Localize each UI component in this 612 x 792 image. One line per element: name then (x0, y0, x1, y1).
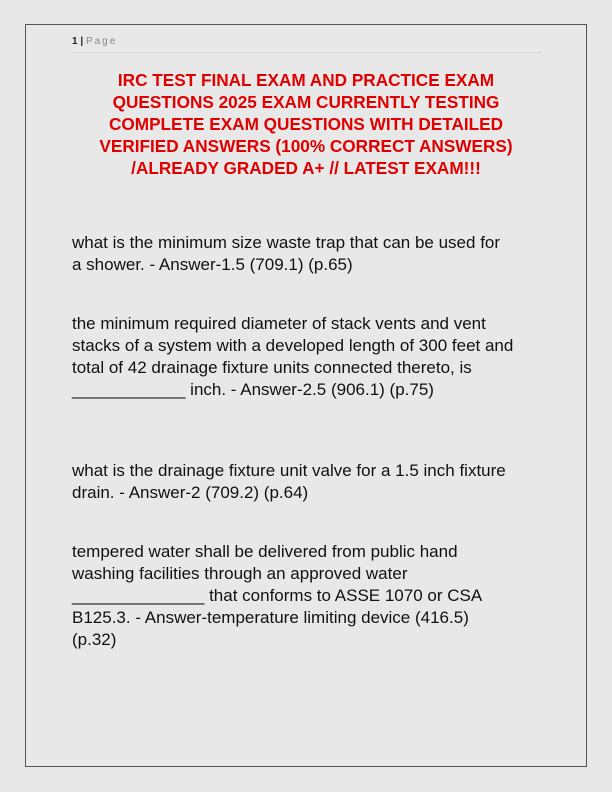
text-line: ____________ inch. - Answer-2.5 (906.1) (p.75) (72, 380, 434, 399)
text-line: total of 42 drainage fixture units connected thereto, is (72, 358, 472, 377)
title-line: /ALREADY GRADED A+ // LATEST EXAM!!! (131, 158, 481, 178)
title-line: QUESTIONS 2025 EXAM CURRENTLY TESTING (112, 92, 500, 112)
header-divider (72, 52, 542, 53)
text-line: B125.3. - Answer-temperature limiting device (416.5) (72, 608, 469, 627)
page-label: Page (85, 36, 118, 47)
text-line: stacks of a system with a developed length of 300 feet and (72, 336, 514, 355)
text-line: washing facilities through an approved water (72, 564, 408, 583)
text-line: tempered water shall be delivered from public hand (72, 542, 458, 561)
question-4 (72, 541, 552, 651)
question-3 (72, 460, 552, 504)
text-line: the minimum required diameter of stack vents and vent (72, 314, 486, 333)
title-line: VERIFIED ANSWERS (100% CORRECT ANSWERS) (99, 136, 513, 156)
text-line: drain. - Answer-2 (709.2) (p.64) (72, 483, 309, 502)
header-separator: | (80, 36, 84, 47)
text-line: (p.32) (72, 630, 117, 649)
title-line: COMPLETE EXAM QUESTIONS WITH DETAILED (108, 114, 504, 134)
document-title (60, 69, 552, 179)
text-line: ______________ that conforms to ASSE 1070 or CSA (72, 586, 483, 605)
question-2 (72, 313, 552, 401)
text-line: what is the drainage fixture unit valve for a 1.5 inch fixture (72, 461, 506, 480)
page-header (72, 36, 117, 47)
question-1 (72, 232, 552, 276)
page-number: 1 (72, 36, 78, 47)
text-line: what is the minimum size waste trap that can be used for (72, 233, 501, 252)
title-line: IRC TEST FINAL EXAM AND PRACTICE EXAM (117, 70, 495, 90)
text-line: a shower. - Answer-1.5 (709.1) (p.65) (72, 255, 353, 274)
